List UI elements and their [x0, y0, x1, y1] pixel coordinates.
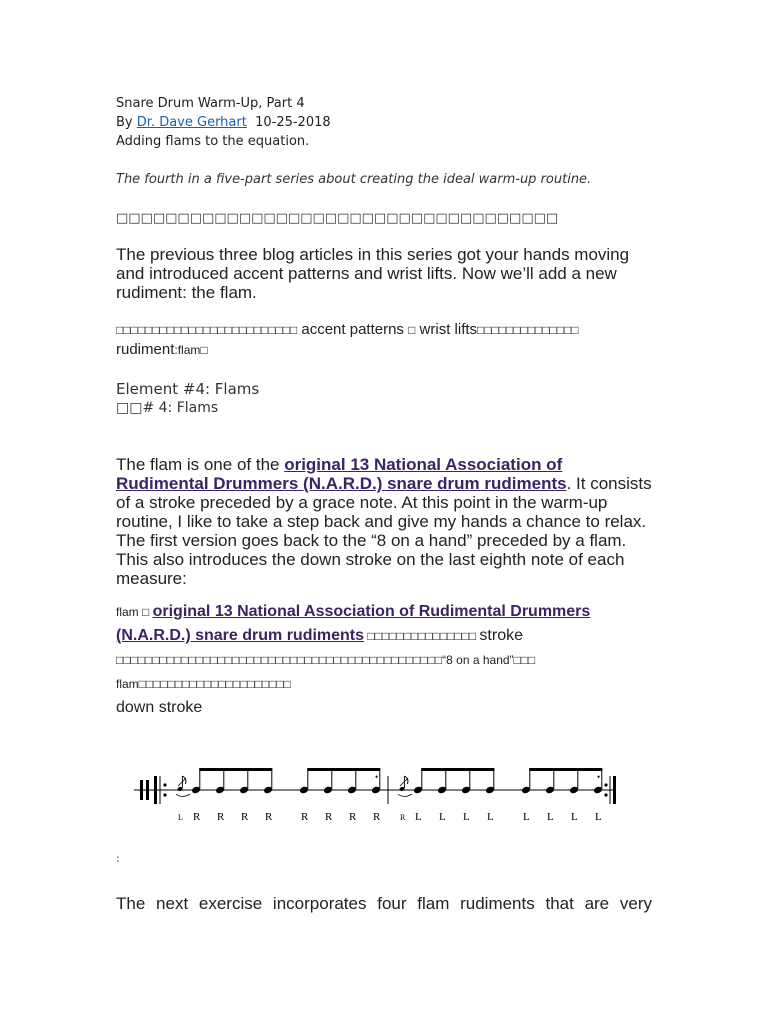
colon-mark: : [116, 852, 120, 865]
element-heading-translation: □□# 4: Flams [116, 400, 219, 416]
repeat-dot [604, 783, 607, 786]
sticking-label: L [415, 811, 422, 823]
flam-slur [398, 794, 412, 797]
sticking-label: L [547, 811, 554, 823]
document-body [116, 94, 656, 719]
post-title: Snare Drum Warm-Up, Part 4 [116, 96, 305, 111]
sticking-label: R [241, 811, 249, 823]
sticking-label: R [325, 811, 333, 823]
down-stroke-mark: • [597, 772, 601, 782]
sticking-label: L [523, 811, 530, 823]
sticking-label: L [595, 811, 602, 823]
sticking-label: R [301, 811, 309, 823]
sticking-label: R [265, 811, 273, 823]
nard-rudiments-link[interactable]: original 13 National Association of Rudimental Drummers (N.A.R.D.) snare drum rudiments [116, 455, 567, 493]
nard-rudiments-link-translation[interactable]: original 13 National Association of Rudimental Drummers (N.A.R.D.) snare drum rudiments [116, 603, 591, 644]
sticking-label: L [439, 811, 446, 823]
flam-paragraph: The flam is one of the original 13 National Association of Rudimental Drummers (N.A.R.D.) snare drum rudiments. It consists of a stroke preceded by a grace note. At this point in the warm-up routine, I like to take a step back and give my hands a chance to relax. The first version goes back to the “8 on a hand” preceded by a flam. This also introduces the down stroke on the last eighth note of each measure: [116, 455, 652, 588]
intro-translation: □□□□□□□□□□□□□□□□□□□□□□□□□ accent patterns □ wrist lifts□□□□□□□□□□□□□□ rudiment:flam□ [116, 321, 579, 358]
sticking-label: R [349, 811, 357, 823]
byline-prefix: By [116, 115, 133, 130]
author-link[interactable]: Dr. Dave Gerhart [136, 115, 247, 130]
tagline: Adding flams to the equation. [116, 134, 310, 149]
repeat-dot [604, 793, 607, 796]
down-stroke-mark: • [375, 772, 379, 782]
flam-slur [176, 794, 190, 797]
sticking-label: L [487, 811, 494, 823]
percussion-clef-bar [146, 780, 149, 800]
intro-paragraph: The previous three blog articles in this series got your hands moving and introduced accent patterns and wrist lifts. Now we’ll add a new rudiment: the flam. [116, 245, 630, 302]
beam [421, 768, 494, 771]
byline [116, 113, 656, 132]
series-subtitle: The fourth in a five-part series about creating the ideal warm-up routine. [116, 172, 592, 187]
next-exercise-paragraph: The next exercise incorporates four flam rudiments that are very [116, 894, 652, 913]
percussion-clef-bar [140, 780, 143, 800]
untranslated-line: □□□□□□□□□□□□□□□□□□□□□□□□□□□□□□□□□□□□ [116, 211, 559, 226]
beam [199, 768, 272, 771]
sticking-grace-label: R [400, 813, 406, 822]
repeat-dot [163, 783, 166, 786]
sticking-grace-label: L [178, 813, 183, 822]
repeat-start-thick-bar [154, 776, 157, 804]
beam [307, 768, 380, 771]
sticking-label: R [217, 811, 225, 823]
repeat-dot [163, 793, 166, 796]
sticking-label: R [193, 811, 201, 823]
beam [529, 768, 602, 771]
post-date: 10-25-2018 [255, 115, 331, 130]
sticking-label: L [463, 811, 470, 823]
element-heading: Element #4: Flams [116, 380, 260, 398]
sticking-label: R [373, 811, 381, 823]
flam-translation: flam □ original 13 National Association of Rudimental Drummers (N.A.R.D.) snare drum rudiments □□□□□□□□□□□□□□□ stroke □□□□□□□□□□□□□□□□□□□□□□□□□□□□□□□□□□□□□□□□□□□□□“8 on a hand”□□□ flam□□□□□□□□□□□□□□□□□□□□□ down stroke [116, 603, 591, 716]
flam-exercise-notation [130, 762, 620, 826]
sticking-label: L [571, 811, 578, 823]
repeat-end-thick-bar [613, 776, 616, 804]
